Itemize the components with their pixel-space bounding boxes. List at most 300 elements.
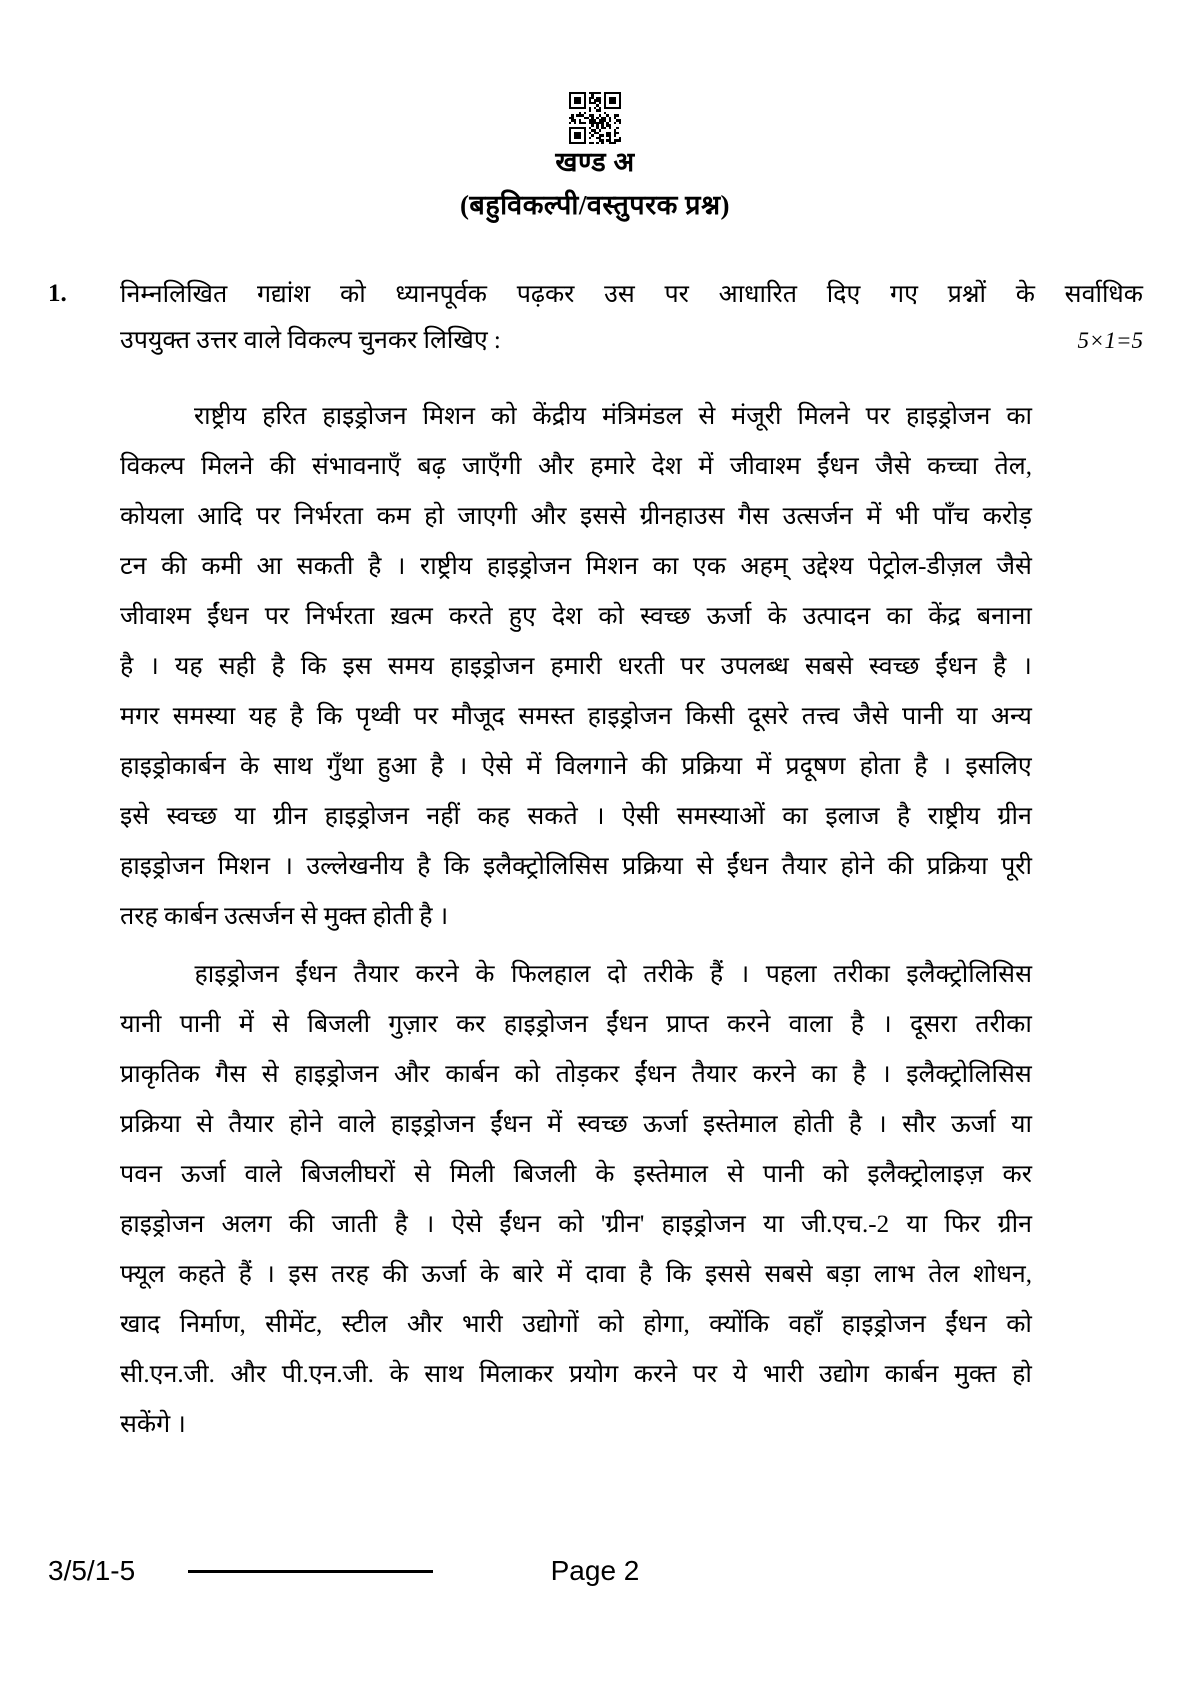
passage-word: यानी (120, 1011, 162, 1038)
passage-word: प्रदूषण (785, 753, 846, 780)
page-number: Page 2 (550, 1555, 640, 1586)
passage-word: सबसे (804, 653, 853, 680)
passage-word: प्राप्त (666, 1011, 709, 1038)
passage-word: अलग (221, 1211, 272, 1238)
passage-word: भारी (762, 1361, 804, 1388)
passage-word: तरीका (975, 1011, 1032, 1038)
passage-word: उपलब्ध (720, 653, 789, 680)
passage-word: निर्भरता (305, 603, 375, 630)
passage-word: हाइड्रोजन (390, 1111, 476, 1138)
passage-word: सही (218, 653, 256, 680)
passage-word: ग्रीनहाउस (639, 503, 725, 530)
passage-word: बढ़ (417, 453, 446, 480)
passage-word: ऊर्जा (950, 1111, 996, 1138)
passage-word: मौजूद (451, 703, 505, 730)
passage-word: पृथ्वी (355, 703, 401, 730)
passage-word: पवन (120, 1161, 162, 1188)
passage-line (120, 742, 1032, 792)
passage-word: हाइड्रोजन (324, 803, 409, 830)
passage-word: या (956, 703, 978, 730)
passage-word: बिजली (307, 1011, 371, 1038)
passage-word: स्वच्छ (640, 603, 691, 630)
passage-word: पानी (901, 703, 943, 730)
passage-word: है (897, 803, 911, 830)
passage-word: प्रक्रिया (622, 853, 683, 880)
passage-word: पर (264, 603, 290, 630)
passage-word: करने (633, 1361, 678, 1388)
passage-word: होने (840, 853, 875, 880)
passage-word: मगर (120, 703, 160, 730)
passage-word: इलैक्ट्रोलिसिस (906, 1061, 1032, 1088)
passage-word: समय (387, 653, 435, 680)
passage-word: विलगाने (555, 753, 628, 780)
question-text-body (120, 272, 1143, 364)
passage-line (120, 1100, 1032, 1150)
passage-word: का (782, 803, 808, 830)
passage-word: राष्ट्रीय (927, 803, 980, 830)
passage-word: निर्भरता (294, 503, 363, 530)
passage-word: की (288, 1211, 315, 1238)
passage-word: का (886, 603, 913, 630)
passage-word: ऐसे (451, 1211, 483, 1238)
passage-word: तोड़कर (555, 1061, 620, 1088)
passage-word: प्रक्रिया (681, 753, 743, 780)
passage-word: हाइड्रोजन (503, 1011, 588, 1038)
passage-word: निर्माण, (179, 1311, 246, 1338)
passage-word: बनाना (976, 603, 1032, 630)
passage-word: कर (1002, 1161, 1032, 1188)
passage-word: के (767, 603, 787, 630)
passage-word: तैयार (691, 1061, 738, 1088)
passage-word: पर (680, 653, 705, 680)
passage-word: ईंधन (207, 603, 249, 630)
passage-word: जाएगी (457, 503, 518, 530)
passage-word: के (389, 1361, 409, 1388)
passage-word: ईंधन (490, 1111, 532, 1138)
passage-word: इस (288, 1261, 318, 1288)
passage-word: को (514, 1061, 541, 1088)
passage-word: है (850, 1011, 864, 1038)
passage-word: वहाँ (788, 1311, 823, 1338)
passage-word: हो (424, 503, 445, 530)
passage-word: इस्तेमाल (703, 1111, 778, 1138)
passage-word: का (652, 553, 679, 580)
passage-word: है (914, 753, 928, 780)
passage-word: ऐसी (622, 803, 660, 830)
passage-line (120, 1200, 1032, 1250)
passage-word: हमारी (550, 653, 602, 680)
passage-word: पानी (179, 1011, 221, 1038)
passage-word: । (739, 961, 750, 988)
passage-word: हुए (508, 603, 536, 630)
passage-word: में (547, 1111, 563, 1138)
passage-word: तरह (331, 1261, 369, 1288)
passage-word: करने (752, 1061, 796, 1088)
passage-word: जैसे (996, 553, 1032, 580)
passage-word: होती (792, 1111, 834, 1138)
passage-word: से (726, 1161, 744, 1188)
passage-line: सकेंगे । (120, 1411, 186, 1438)
passage-word: हाइड्रोजन (450, 653, 535, 680)
passage-word: कोयला (120, 503, 184, 530)
passage-word: ईंधन (499, 1211, 541, 1238)
passage-word: में (866, 503, 882, 530)
passage-word: से (272, 1011, 290, 1038)
passage-word: ग्रीन (997, 1211, 1032, 1238)
passage-word: गैस (215, 1061, 247, 1088)
passage-word: उल्लेखनीय (306, 853, 404, 880)
passage-word: 'ग्रीन' (600, 1211, 645, 1238)
passage-line: तरह कार्बन उत्सर्जन से मुक्त होती है । (120, 903, 449, 930)
passage-word: से (261, 1061, 279, 1088)
passage-line (120, 792, 1032, 842)
question-type-heading: (बहुविकल्पी/वस्तुपरक प्रश्न) (459, 190, 731, 220)
passage-word: स्वच्छ (869, 653, 920, 680)
passage-word: और (393, 1061, 430, 1088)
passage-word: हैं (238, 1261, 252, 1288)
passage-line (120, 542, 1032, 592)
passage-word: कि (300, 653, 327, 680)
passage-word: होगा, (643, 1311, 690, 1338)
passage-line (120, 1000, 1032, 1050)
section-heading: खण्ड अ (555, 147, 635, 177)
passage-word: पर (692, 1361, 718, 1388)
passage-word: हमारे (590, 453, 636, 480)
passage-word: कार्बन (884, 1361, 939, 1388)
passage-word: टन (120, 553, 147, 580)
passage-word: वाले (244, 1161, 282, 1188)
passage-word: की (161, 553, 187, 580)
passage-word: और (230, 1361, 267, 1388)
passage-word: क्योंकि (709, 1311, 770, 1338)
passage-word: हाइड्रोजन (120, 1211, 205, 1238)
passage-word: ऊर्जा (421, 1261, 467, 1288)
passage-word: पी.एन.जी. (281, 1361, 374, 1388)
passage-word: को (598, 603, 625, 630)
passage-word: भी (894, 503, 919, 530)
passage-word: ईंधन (606, 1011, 648, 1038)
passage-word: है (430, 753, 444, 780)
passage-word: । (395, 553, 406, 580)
passage-word: तेल, (994, 453, 1032, 480)
passage-word: की (382, 1261, 409, 1288)
passage-word: जैसे (853, 703, 889, 730)
passage-word: इलैक्ट्रोलिसिस (482, 853, 609, 880)
paragraph-indent (120, 950, 178, 1000)
passage-word: में (556, 1261, 572, 1288)
passage-word: । (265, 1261, 275, 1288)
passage-word: कह (477, 803, 510, 830)
passage-word: एक (692, 553, 726, 580)
passage-word: गुँथा (326, 753, 364, 780)
passage-word: सी.एन.जी. (120, 1361, 215, 1388)
passage-word: कि (316, 703, 343, 730)
passage-word: तरीके (643, 961, 694, 988)
passage-word: पाँच (932, 503, 970, 530)
passage-word: इस्तेमाल (633, 1161, 709, 1188)
passage-word: इलैक्ट्रोलाइज़ (867, 1161, 984, 1188)
passage-word: स्टील (341, 1311, 388, 1338)
passage-word: ये (732, 1361, 748, 1388)
passage-word: दूसरा (910, 1011, 957, 1038)
passage-word: ऊर्जा (180, 1161, 226, 1188)
passage-word: ऊर्जा (643, 1111, 688, 1138)
passage-word: वाला (788, 1011, 833, 1038)
passage-line (120, 1300, 1032, 1350)
passage-word: प्रक्रिया (120, 1111, 181, 1138)
passage-word: होने (289, 1111, 323, 1138)
passage-word: प्रक्रिया (926, 853, 988, 880)
passage-word: की (887, 853, 914, 880)
passage-word: ईंधन (945, 1311, 987, 1338)
passage-word: की (641, 753, 668, 780)
passage-word: हाइड्रोजन (120, 853, 205, 880)
passage-word: है (993, 653, 1007, 680)
passage-word: । (941, 753, 952, 780)
passage-word: शोधन, (972, 1261, 1032, 1288)
passage-word: होता (859, 753, 901, 780)
passage-word: गुज़ार (388, 1011, 438, 1038)
passage-word: से (413, 1161, 431, 1188)
passage-word: उत्सर्जन (782, 503, 853, 530)
passage-word: । (149, 653, 159, 680)
passage-line (120, 642, 1032, 692)
passage-word: संभावनाएँ (311, 453, 401, 480)
passage-word: सकती (296, 553, 354, 580)
passage-word: कम (376, 503, 411, 530)
passage-word: । (457, 753, 468, 780)
passage-word: हाइड्रोजन (294, 1061, 379, 1088)
question-text-line-2: उपयुक्त उत्तर वाले विकल्प चुनकर लिखिए : (120, 327, 501, 354)
passage-word: हाइड्रोजन (486, 553, 572, 580)
passage-word: स्वच्छ (166, 803, 217, 830)
passage-word: भारी (462, 1311, 503, 1338)
passage-word: पर (256, 503, 281, 530)
passage-word: को (490, 403, 517, 430)
passage-word: राष्ट्रीय (193, 403, 247, 430)
passage-line (120, 392, 1032, 442)
passage-word: ख़त्म (390, 603, 433, 630)
passage-word: को (558, 1211, 584, 1238)
passage-word: उद्योगों (522, 1311, 579, 1338)
passage-word: तरीका (833, 961, 890, 988)
passage-word: सकते (527, 803, 578, 830)
passage-word: पर (413, 703, 439, 730)
passage-word: कि (665, 1261, 692, 1288)
passage-word: समस्याओं (676, 803, 765, 830)
passage-word: पानी (762, 1161, 804, 1188)
passage-word: जी.एच.-2 (801, 1211, 890, 1238)
passage-word: यह (248, 703, 277, 730)
passage-word: में (756, 753, 772, 780)
passage-word: पूरी (1001, 853, 1032, 880)
passage-word: ऐसे (481, 753, 513, 780)
passage-word: इससे (704, 1261, 752, 1288)
passage-word: इस (342, 653, 372, 680)
passage-word: उत्पादन (802, 603, 871, 630)
passage-paragraph-1 (120, 392, 1032, 942)
passage-word: । (882, 1011, 892, 1038)
passage-word: ऊर्जा (706, 603, 752, 630)
passage-word: हाइड्रोजन (841, 1311, 926, 1338)
passage-word: साथ (424, 1361, 464, 1388)
passage-word: तैयार (353, 961, 399, 988)
passage-word: जाएँगी (462, 453, 522, 480)
passage-word: । (424, 1211, 435, 1238)
passage-word: दूसरे (747, 703, 789, 730)
passage-word: का (1006, 403, 1032, 430)
passage-word: मिलने (200, 453, 254, 480)
passage-word: मंजूरी (731, 403, 782, 430)
passage-word: प्रयोग (568, 1361, 619, 1388)
passage-word: देश (651, 453, 682, 480)
passage-word: इसे (120, 803, 150, 830)
passage-word: ईंधन (817, 453, 859, 480)
passage-word: तत्त्व (801, 703, 840, 730)
passage-word: इलैक्ट्रोलिसिस (906, 961, 1032, 988)
passage-word: है (638, 1261, 653, 1288)
passage-word: में (698, 453, 714, 480)
passage-word: समस्त (518, 703, 575, 730)
passage-word: मिशन (217, 853, 271, 880)
passage-word: के (475, 961, 495, 988)
passage-word: मिलाकर (479, 1361, 554, 1388)
passage-word: । (877, 1111, 887, 1138)
passage-word: में (238, 1011, 254, 1038)
passage-line (120, 842, 1032, 892)
passage-word: अन्य (990, 703, 1032, 730)
passage-word: को (1006, 1311, 1032, 1338)
passage-word: और (537, 453, 574, 480)
passage-word: को (822, 1161, 849, 1188)
passage-word: देश (551, 603, 583, 630)
passage-word: है (394, 1211, 408, 1238)
passage-word: बारे (512, 1261, 544, 1288)
qr-code-container (0, 92, 1190, 144)
passage-word: ग्रीन (272, 803, 308, 830)
passage-word: यह (174, 653, 203, 680)
passage-paragraph-2 (120, 950, 1032, 1450)
passage-word: मिलने (797, 403, 850, 430)
passage-word: हाइड्रोजन (322, 403, 407, 430)
passage-word: है (848, 1111, 862, 1138)
passage-word: स्वच्छ (577, 1111, 628, 1138)
passage-word: पर (865, 403, 891, 430)
passage-word: हाइड्रोजन (906, 403, 991, 430)
question-1-block (48, 272, 1143, 364)
passage-word: हुआ (377, 753, 417, 780)
passage-word: मिशन (585, 553, 639, 580)
passage-word: में (526, 753, 542, 780)
passage-word: ईंधन (726, 853, 769, 880)
passage-word: जीवाश्म (729, 453, 801, 480)
passage-word: मिली (449, 1161, 495, 1188)
passage-word: से (698, 403, 716, 430)
passage-word: राष्ट्रीय (420, 553, 473, 580)
passage-word: मंत्रिमंडल (601, 403, 683, 430)
passage-word: की (269, 453, 296, 480)
passage-word: आदि (197, 503, 243, 530)
passage-word: सबसे (764, 1261, 813, 1288)
passage-word: करने (727, 1011, 771, 1038)
passage-word: तैयार (228, 1111, 274, 1138)
passage-line (120, 1150, 1032, 1200)
passage-word: और (530, 503, 567, 530)
passage-word: है (120, 653, 134, 680)
passage-word: से (196, 1111, 214, 1138)
passage-word: हाइड्रोजन (661, 1211, 746, 1238)
passage-word: से (696, 853, 714, 880)
passage-word: जीवाश्म (120, 603, 191, 630)
passage-word: प्राकृतिक (120, 1061, 200, 1088)
passage-word: कमी (201, 553, 242, 580)
passage-word: सौर (902, 1111, 936, 1138)
passage-word: । (283, 853, 293, 880)
passage-word: बिजली (513, 1161, 577, 1188)
passage-word: धरती (617, 653, 665, 680)
passage-word: इससे (580, 503, 627, 530)
passage-word: है (271, 653, 285, 680)
passage-word: है (852, 1061, 866, 1088)
passage-word: वाले (338, 1111, 376, 1138)
page-footer (0, 1548, 1190, 1594)
passage-line (120, 592, 1032, 642)
passage-word: हरित (262, 403, 307, 430)
passage-word: दावा (585, 1261, 626, 1288)
passage-word: करोड़ (982, 503, 1032, 530)
passage-word: किसी (685, 703, 735, 730)
passage-word: जाती (331, 1211, 378, 1238)
passage-word: है (368, 553, 382, 580)
passage-word: ईंधन (634, 1061, 677, 1088)
passage-word: विकल्प (120, 453, 185, 480)
passage-line (120, 950, 1032, 1000)
qr-code-icon (569, 92, 621, 144)
passage-word: नहीं (426, 803, 461, 830)
passage-word: हाइड्रोजन (194, 961, 279, 988)
passage-word: कि (443, 853, 470, 880)
passage-word: हैं (709, 961, 724, 988)
passage-word: बिजलीघरों (300, 1161, 395, 1188)
passage-word: उद्देश्य (802, 553, 854, 580)
passage-word: इसलिए (965, 753, 1032, 780)
passage-word: । (595, 803, 605, 830)
passage-line (120, 442, 1032, 492)
passage-word: जैसे (875, 453, 911, 480)
question-1-row (48, 272, 1143, 364)
question-text-line-1: निम्नलिखित गद्यांश को ध्यानपूर्वक पढ़कर उस पर आधारित दिए गए प्रश्नों के सर्वाधिक (120, 281, 1143, 308)
passage-word: को (598, 1311, 624, 1338)
passage-word: खाद (120, 1311, 161, 1338)
passage-word: या (1010, 1111, 1032, 1138)
passage-word: कहते (178, 1261, 226, 1288)
passage-word: साथ (273, 753, 313, 780)
passage-word: बड़ा (826, 1261, 861, 1288)
passage-word: गैस (738, 503, 770, 530)
passage-word: फिर (944, 1211, 981, 1238)
passage-word: उद्योग (819, 1361, 870, 1388)
passage-word: । (1022, 653, 1032, 680)
passage-word: है (417, 853, 431, 880)
passage-word: है (290, 703, 304, 730)
passage-line (120, 1250, 1032, 1300)
passage-word: ग्रीन (997, 803, 1032, 830)
passage-word: या (234, 803, 256, 830)
passage-word: और (406, 1311, 443, 1338)
passage-word: अहम् (740, 553, 788, 580)
passage-word: या (906, 1211, 928, 1238)
passage-word: फिलहाल (511, 961, 591, 988)
